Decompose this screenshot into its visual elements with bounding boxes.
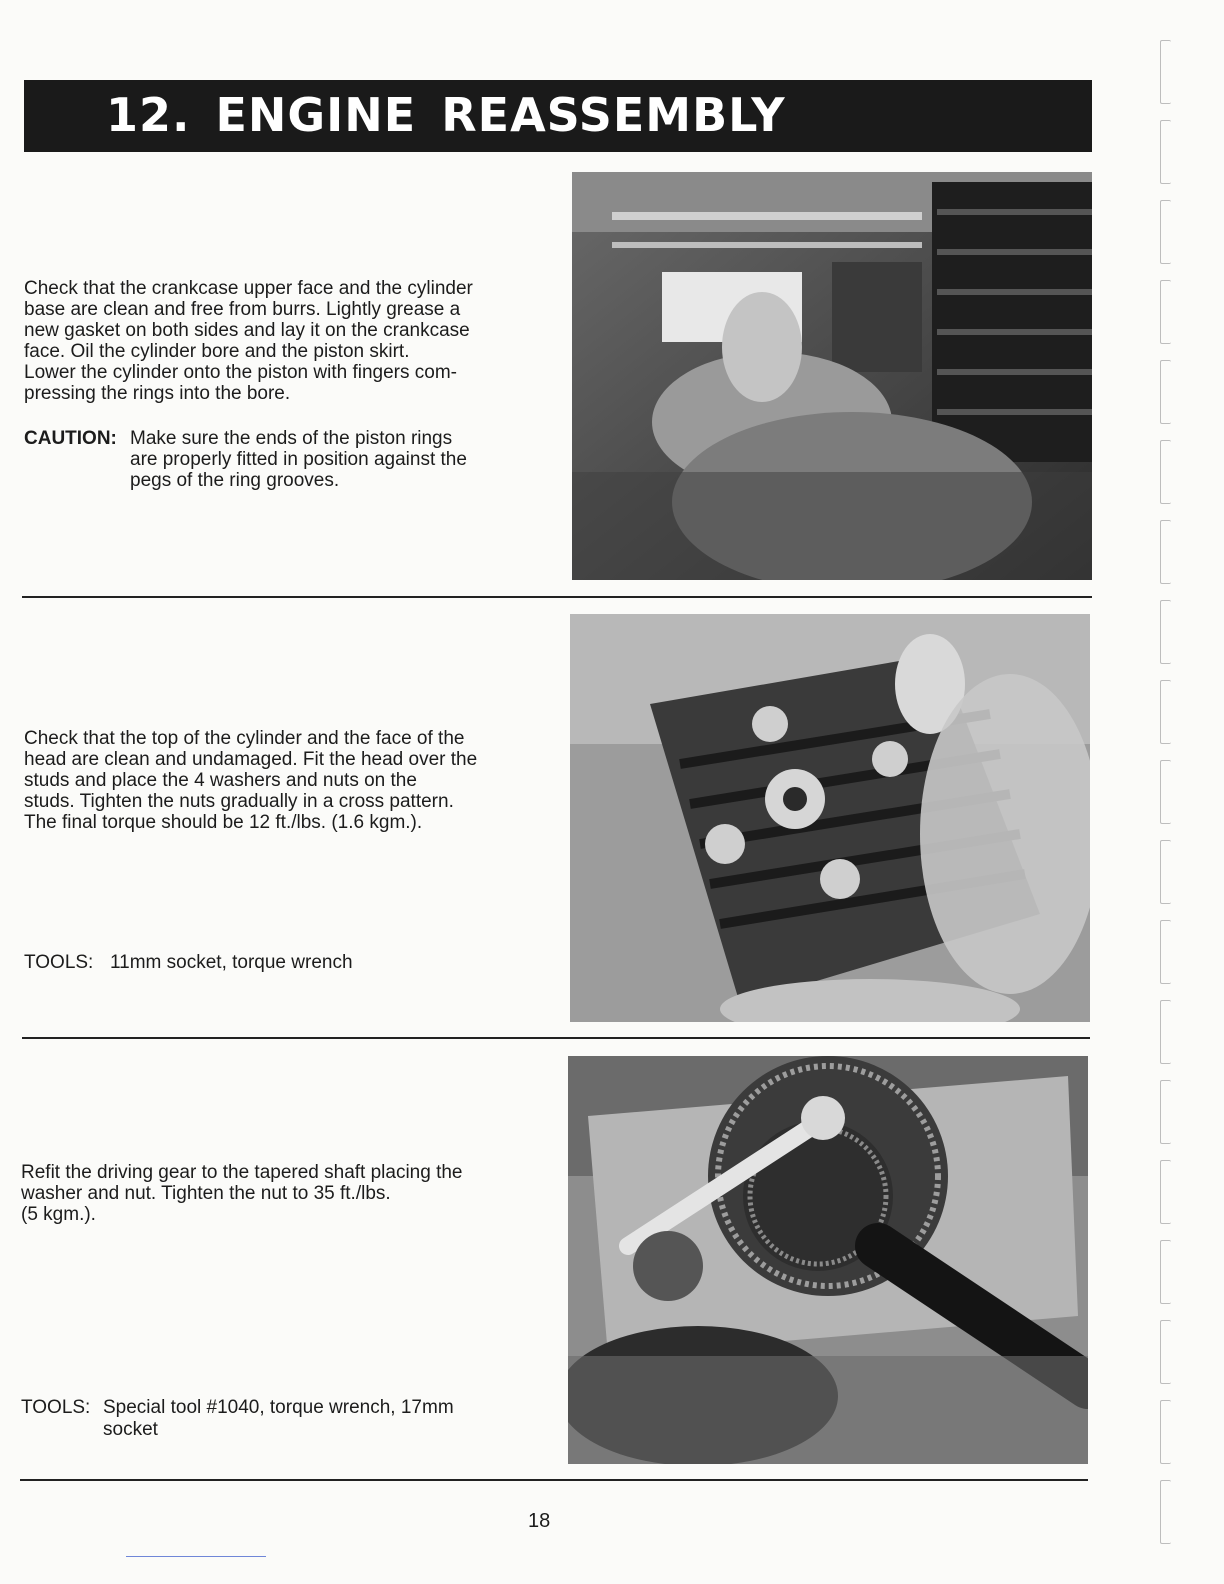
binder-slot <box>1160 280 1171 344</box>
binder-slot <box>1160 1240 1171 1304</box>
binder-slot <box>1160 1480 1171 1544</box>
caution-note <box>24 428 544 498</box>
binder-slot <box>1160 120 1171 184</box>
section-divider <box>22 1037 1090 1039</box>
binder-slot <box>1160 1400 1171 1464</box>
tools-note <box>21 1397 541 1443</box>
page-title: 12. ENGINE REASSEMBLY <box>106 88 786 142</box>
tools-value: 11mm socket, torque wrench <box>110 952 353 973</box>
title-banner <box>24 80 1092 152</box>
binder-tabs <box>1150 0 1224 1584</box>
binder-slot <box>1160 1080 1171 1144</box>
binder-slot <box>1160 680 1171 744</box>
tools-label: TOOLS: <box>24 952 94 973</box>
section-divider <box>20 1479 1088 1481</box>
binder-slot <box>1160 600 1171 664</box>
binder-slot <box>1160 520 1171 584</box>
photo-cylinder-install <box>572 172 1092 580</box>
binder-slot <box>1160 360 1171 424</box>
tools-value: Special tool #1040, torque wrench, 17mm socket <box>103 1397 454 1440</box>
binder-slot <box>1160 920 1171 984</box>
binder-slot <box>1160 840 1171 904</box>
footer-line <box>126 1556 266 1557</box>
binder-slot <box>1160 1320 1171 1384</box>
binder-slot <box>1160 1000 1171 1064</box>
page-number: 18 <box>528 1510 551 1532</box>
section-2-text: Check that the top of the cylinder and the face of the head are clean and undamaged. Fit the head over the studs and place the 4 washers and nuts on the studs. Tighten the nuts gradually in a cross pattern. The final torque should be 12 ft./lbs. (1.6 kgm.). <box>24 728 478 833</box>
caution-text: Make sure the ends of the piston rings are properly fitted in position against the pegs of the ring grooves. <box>130 428 467 491</box>
caution-label: CAUTION: <box>24 428 117 449</box>
photo-cylinder-head <box>570 614 1090 1022</box>
tools-note <box>24 952 544 976</box>
section-divider <box>22 596 1092 598</box>
section-1-text: Check that the crankcase upper face and the cylinder base are clean and free from burrs. Lightly grease a new gasket on both sides and lay it on the crankcase face. Oil the cylinder bore and the piston skirt. Lower the cylinder onto the piston with fingers com- pressing the rings into the bore. <box>24 278 473 404</box>
tools-label: TOOLS: <box>21 1397 91 1418</box>
binder-slot <box>1160 760 1171 824</box>
binder-slot <box>1160 1160 1171 1224</box>
binder-slot <box>1160 40 1171 104</box>
binder-slot <box>1160 440 1171 504</box>
section-3-text: Refit the driving gear to the tapered shaft placing the washer and nut. Tighten the nut to 35 ft./lbs. (5 kgm.). <box>21 1162 463 1225</box>
photo-driving-gear <box>568 1056 1088 1464</box>
binder-slot <box>1160 200 1171 264</box>
